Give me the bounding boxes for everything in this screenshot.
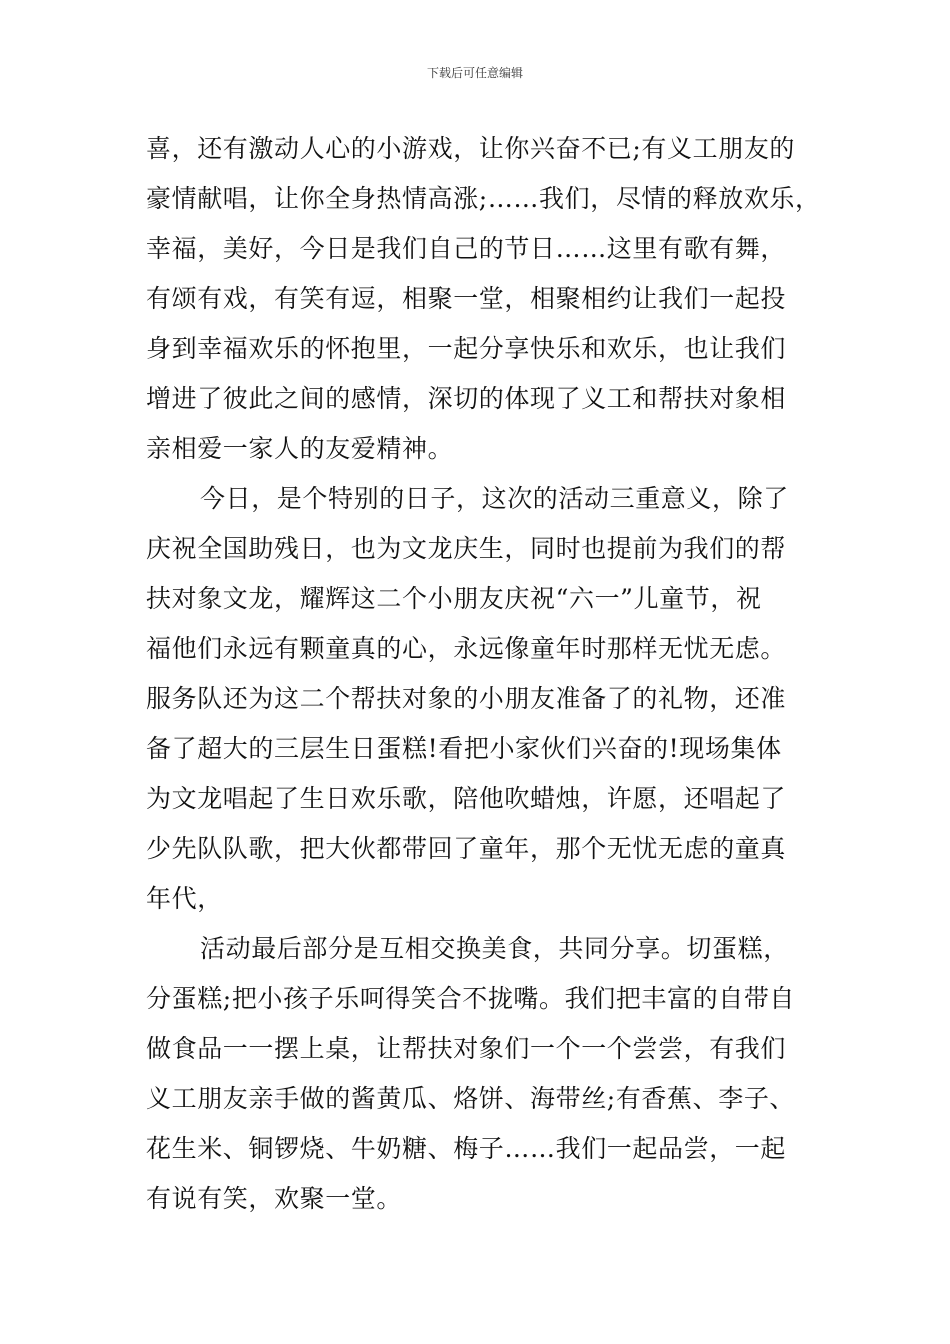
text-line: 少先队队歌，把大伙都带回了童年，那个无忧无虑的童真: [146, 834, 787, 863]
text-line: 分蛋糕;把小孩子乐呵得笑合不拢嘴。我们把丰富的自带自: [146, 984, 796, 1013]
paragraph-3: [146, 924, 826, 1224]
text-line: 义工朋友亲手做的酱黄瓜、烙饼、海带丝;有香蕉、李子、: [146, 1084, 796, 1113]
text-line: 为文龙唱起了生日欢乐歌，陪他吹蜡烛，许愿，还唱起了: [146, 784, 787, 813]
page-header: 下载后可任意编辑: [426, 66, 523, 80]
text-line: 庆祝全国助残日，也为文龙庆生，同时也提前为我们的帮: [146, 534, 787, 563]
text-line: 身到幸福欢乐的怀抱里，一起分享快乐和欢乐，也让我们: [146, 334, 787, 363]
text-line: 幸福，美好，今日是我们自己的节日……这里有歌有舞，: [146, 234, 787, 263]
text-line: 做食品一一摆上桌，让帮扶对象们一个一个尝尝，有我们: [146, 1034, 787, 1063]
text-line: 扶对象文龙，耀辉这二个小朋友庆祝“六一”儿童节，祝: [146, 584, 762, 613]
text-line: 今日，是个特别的日子，这次的活动三重意义，除了: [200, 484, 789, 513]
document-body: [146, 124, 826, 1224]
text-line: 年代，: [146, 884, 223, 913]
text-line: 活动最后部分是互相交换美食，共同分享。切蛋糕，: [200, 934, 789, 963]
text-line: 花生米、铜锣烧、牛奶糖、梅子……我们一起品尝，一起: [146, 1134, 787, 1163]
text-line: 有说有笑，欢聚一堂。: [146, 1184, 403, 1213]
text-line: 喜，还有激动人心的小游戏，让你兴奋不已;有义工朋友的: [146, 134, 796, 163]
paragraph-1: [146, 124, 826, 474]
text-line: 备了超大的三层生日蛋糕!看把小家伙们兴奋的!现场集体: [146, 734, 782, 763]
text-line: 增进了彼此之间的感情，深切的体现了义工和帮扶对象相: [146, 384, 787, 413]
text-line: 有颂有戏，有笑有逗，相聚一堂，相聚相约让我们一起投: [146, 284, 787, 313]
text-line: 豪情献唱，让你全身热情高涨;……我们，尽情的释放欢乐，: [146, 184, 821, 213]
paragraph-2: [146, 474, 826, 924]
text-line: 服务队还为这二个帮扶对象的小朋友准备了的礼物，还准: [146, 684, 787, 713]
text-line: 亲相爱一家人的友爱精神。: [146, 434, 454, 463]
text-line: 福他们永远有颗童真的心，永远像童年时那样无忧无虑。: [146, 634, 787, 663]
